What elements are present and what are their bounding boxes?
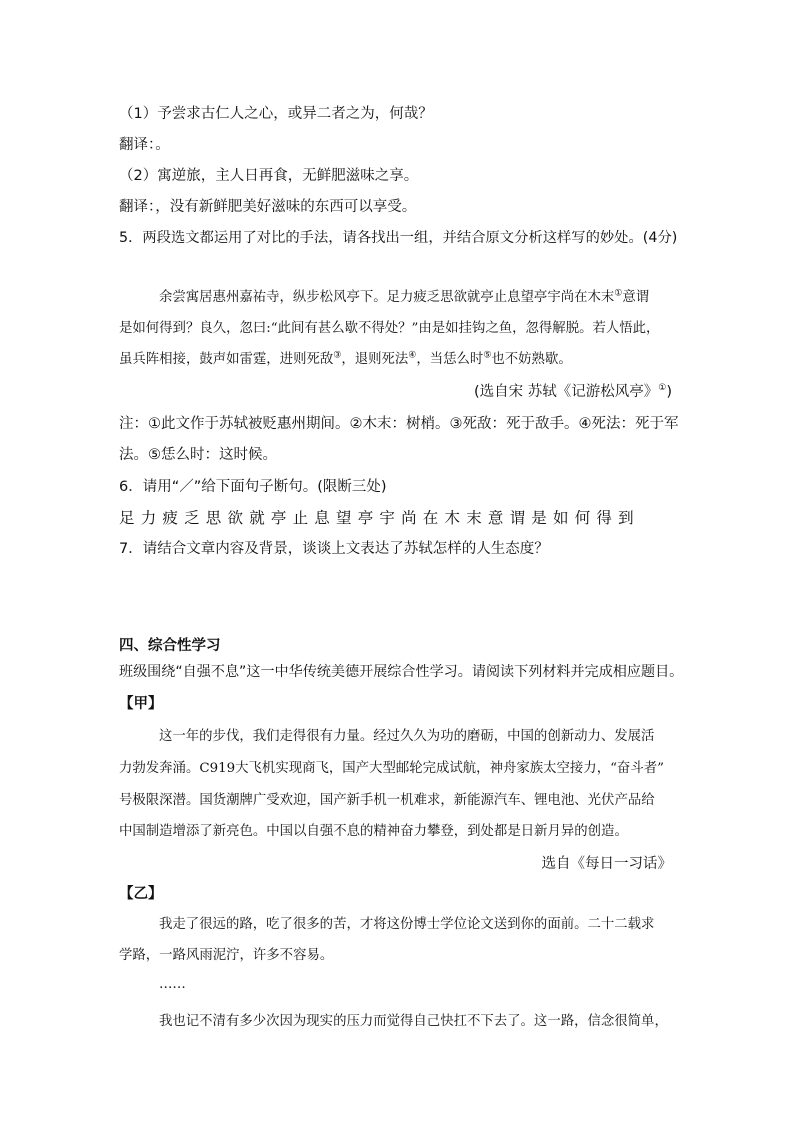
jia-line-2: 力勃发奔涌。C919大飞机实现商飞，国产大型邮轮完成试航，神舟家族太空接力，“奋斗者” — [119, 761, 664, 776]
footnote-mark: ④ — [408, 350, 417, 361]
yi-ellipsis: …… — [159, 977, 186, 992]
question-5: 5．两段选文都运用了对比的手法，请各找出一组，并结合原文分析这样写的妙处。(4分) — [119, 230, 678, 246]
question-6-prompt: 6．请用“／”给下面句子断句。(限断三处) — [119, 479, 387, 495]
passage-line-3: 虽兵阵相接，鼓声如雷霆，进则死敌③，退则死法④，当恁么时⑤也不妨熟歇。 — [119, 350, 572, 367]
material-jia-label: 【甲】 — [119, 696, 163, 712]
footnote-mark: ① — [658, 383, 667, 394]
passage-line-1: 余尝寓居惠州嘉祐寺，纵步松风亭下。足力疲乏思欲就亭止息望亭宇尚在木末①意谓 — [159, 288, 650, 305]
passage-source: (选自宋 苏轼《记游松风亭》①) — [473, 383, 672, 400]
section-4-intro: 班级围绕“自强不息”这一中华传统美德开展综合性学习。请阅读下列材料并完成相应题目。 — [119, 664, 684, 680]
material-yi-label: 【乙】 — [119, 886, 163, 902]
q2-sentence: （2）寓逆旅，主人日再食，无鲜肥滋味之享。 — [119, 168, 419, 184]
yi-line-1: 我走了很远的路，吃了很多的苦，才将这份博士学位论文送到你的面前。二十二载求 — [159, 917, 655, 932]
notes-line-2: 法。⑤恁么时：这时候。 — [119, 447, 277, 463]
yi-line-4: 我也记不清有多少次因为现实的压力而觉得自己快扛不下去了。这一路，信念很简单， — [159, 1014, 668, 1029]
footnote-mark: ③ — [333, 350, 342, 361]
question-7: 7．请结合文章内容及背景，谈谈上文表达了苏轼怎样的人生态度？ — [119, 541, 549, 557]
question-6-sentence: 足力疲乏思欲就亭止息望亭宇尚在木末意谓是如何得到 — [119, 509, 640, 527]
footnote-mark: ① — [614, 288, 623, 299]
footnote-mark: ⑤ — [483, 350, 492, 361]
q1-translation: 翻译：。 — [119, 137, 170, 153]
jia-line-4: 中国制造增添了新亮色。中国以自强不息的精神奋力攀登，到处都是日新月异的创造。 — [119, 824, 628, 839]
jia-line-3: 号极限深潜。国货潮牌广受欢迎，国产新手机一机难求，新能源汽车、锂电池、光伏产品给 — [119, 793, 655, 808]
section-4-heading: 四、综合性学习 — [119, 638, 221, 654]
yi-line-2: 学路，一路风雨泥泞，许多不容易。 — [119, 948, 334, 963]
q2-translation: 翻译：，没有新鲜肥美好滋味的东西可以享受。 — [119, 199, 417, 215]
jia-line-1: 这一年的步伐，我们走得很有力量。经过久久为功的磨砺，中国的创新动力、发展活 — [159, 729, 655, 744]
notes-line-1: 注：①此文作于苏轼被贬惠州期间。②木末：树梢。③死敌：死于敌手。④死法：死于军 — [119, 416, 679, 432]
passage-line-2: 是如何得到？良久，忽曰:“此间有甚么歇不得处？”由是如挂钩之鱼，忽得解脱。若人悟此， — [119, 321, 660, 336]
q1-sentence: （1）予尝求古仁人之心，或异二者之为，何哉？ — [119, 106, 433, 122]
jia-source: 选自《每日一习话》 — [541, 856, 672, 872]
